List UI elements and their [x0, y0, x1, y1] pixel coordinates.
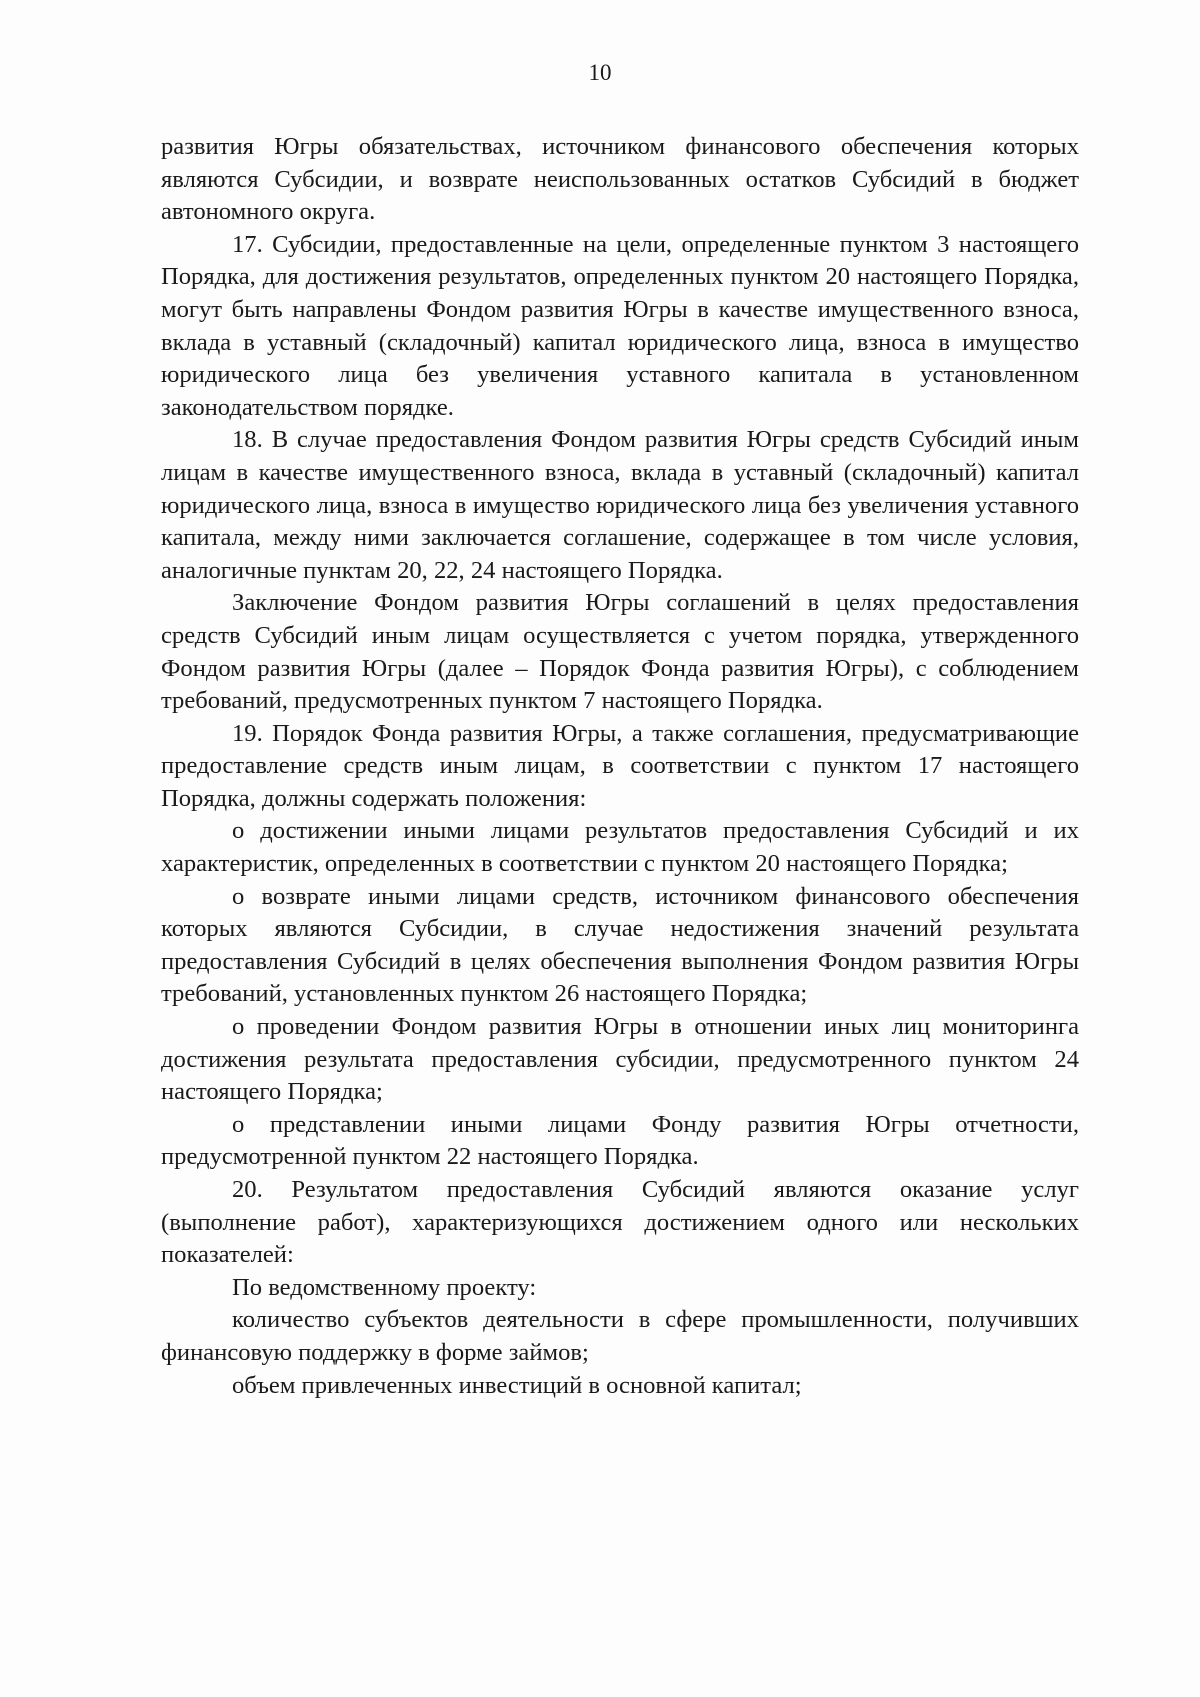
paragraph-item-20: 20. Результатом предоставления Субсидий являются оказание услуг (выполнение работ), характеризующихся достижением одного или нескольких показателей: [161, 1176, 1079, 1269]
paragraph-item-17: 17. Субсидии, предоставленные на цели, определенные пунктом 3 настоящего Порядка, для достижения результатов, определенных пунктом 20 настоящего Порядка, могут быть направлены Фондом развития Югры в качестве имущественного взноса, вклада в уставный (складочный) капитал юридического лица, взноса в имущество юридического лица без увеличения уставного капитала в установленном законодательством порядке. [161, 230, 1079, 421]
paragraph-indicator-investments: объем привлеченных инвестиций в основной капитал; [232, 1371, 802, 1399]
paragraph-indicator-subjects: количество субъектов деятельности в сфере промышленности, получивших финансовую поддержку в форме займов; [161, 1306, 1079, 1366]
paragraph-item-18: 18. В случае предоставления Фондом развития Югры средств Субсидий иным лицам в качестве имущественного взноса, вклада в уставный (складочный) капитал юридического лица, взноса в имущество юридического лица без увеличения уставного капитала, между ними заключается соглашение, содержащее в том числе условия, аналогичные пунктам 20, 22, 24 настоящего Порядка. [161, 426, 1079, 584]
paragraph-departmental-project: По ведомственному проекту: [232, 1273, 537, 1301]
document-body [161, 131, 1079, 1402]
paragraph-provision-return: о возврате иными лицами средств, источником финансового обеспечения которых являются Субсидии, в случае недостижения значений результата предоставления Субсидий в целях обеспечения выполнения Фондом развития Югры требований, установленных пунктом 26 настоящего Порядка; [161, 882, 1079, 1008]
paragraph-provision-monitoring: о проведении Фондом развития Югры в отношении иных лиц мониторинга достижения результата предоставления субсидии, предусмотренного пунктом 24 настоящего Порядка; [161, 1013, 1079, 1106]
paragraph-provision-reporting: о представлении иными лицами Фонду развития Югры отчетности, предусмотренной пунктом 22 настоящего Порядка. [161, 1110, 1079, 1171]
paragraph-item-19: 19. Порядок Фонда развития Югры, а также соглашения, предусматривающие предоставление средств иным лицам, в соответствии с пунктом 17 настоящего Порядка, должны содержать положения: [161, 719, 1079, 812]
paragraph-provision-results: о достижении иными лицами результатов предоставления Субсидий и их характеристик, определенных в соответствии с пунктом 20 настоящего Порядка; [161, 817, 1079, 878]
page-number: 10 [588, 60, 612, 85]
paragraph-agreement-conclusion: Заключение Фондом развития Югры соглашений в целях предоставления средств Субсидий иным лицам осуществляется с учетом порядка, утвержденного Фондом развития Югры (далее – Порядок Фонда развития Югры), с соблюдением требований, предусмотренных пунктом 7 настоящего Порядка. [161, 589, 1079, 715]
paragraph-continuation: развития Югры обязательствах, источником финансового обеспечения которых являются Субсидии, и возврате неиспользованных остатков Субсидий в бюджет автономного округа. [161, 133, 1079, 226]
